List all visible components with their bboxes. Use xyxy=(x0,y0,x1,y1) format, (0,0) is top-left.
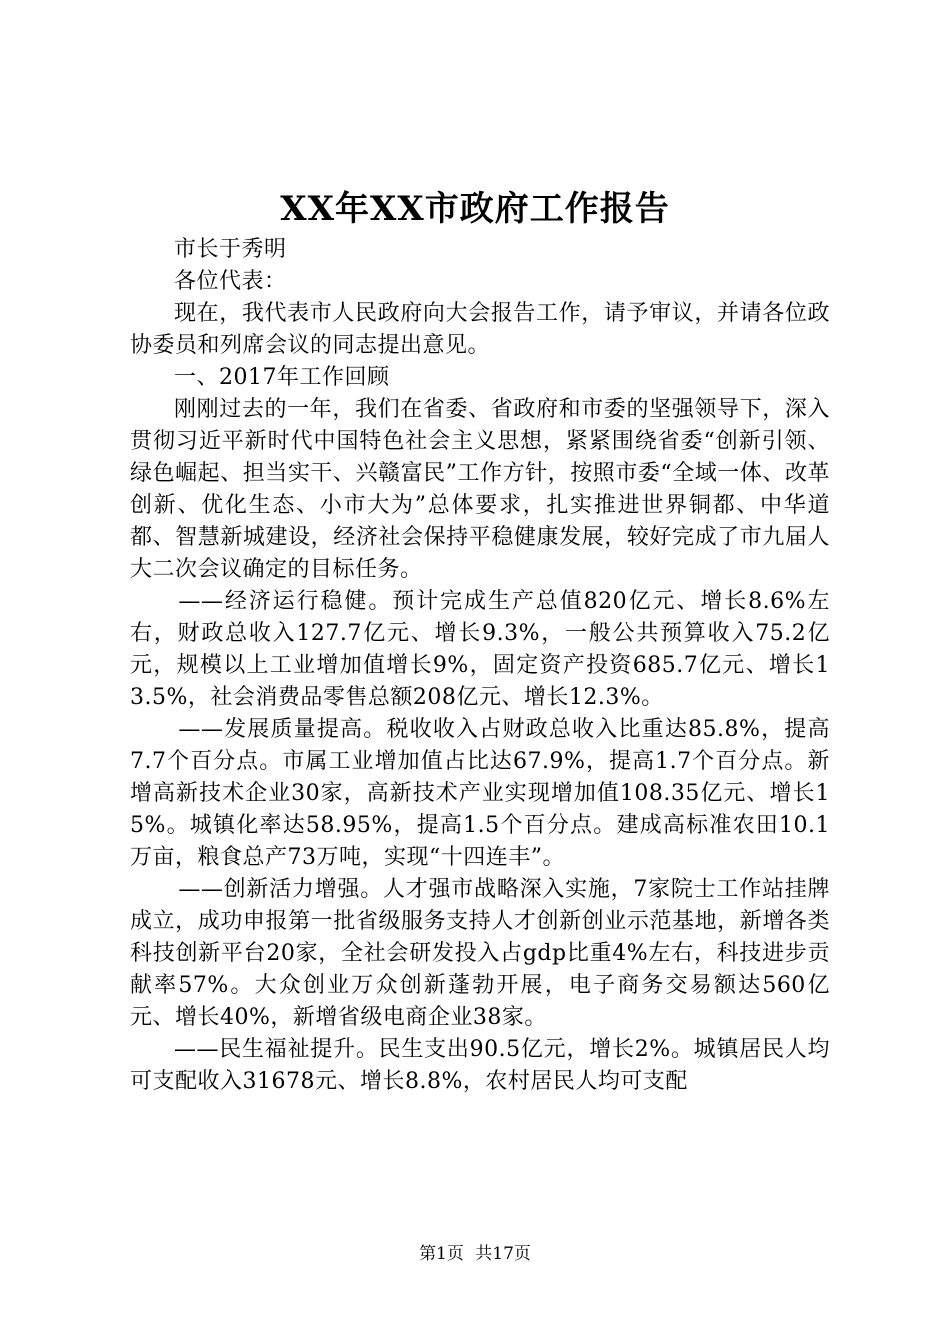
quality-paragraph: ——发展质量提高。税收收入占财政总收入比重达85.8%，提高7.7个百分点。市属工业增加值占比达67.9%，提高1.7个百分点。新增高新技术企业30家，高新技术产业实现增加值108.35亿元、增长15%。城镇化率达58.95%，提高1.5个百分点。建成高标准农田10.1万亩，粮食总产73万吨，实现“十四连丰”。 xyxy=(130,717,830,870)
livelihood-paragraph: ——民生福祉提升。民生支出90.5亿元，增长2%。城镇居民人均可支配收入31678元、增长8.8%，农村居民人均可支配 xyxy=(130,1037,830,1094)
review-paragraph: 刚刚过去的一年，我们在省委、省政府和市委的坚强领导下，深入贯彻习近平新时代中国特色社会主义思想，紧紧围绕省委“创新引领、绿色崛起、担当实干、兴赣富民”工作方针，按照市委“全域一体、改革创新、优化生态、小市大为”总体要求，扎实推进世界铜都、中华道都、智慧新城建设，经济社会保持平稳健康发展，较好完成了市九届人大二次会议确定的目标任务。 xyxy=(130,397,830,582)
author-line: 市长于秀明 xyxy=(174,237,287,262)
document-title: XX年XX市政府工作报告 xyxy=(280,189,670,229)
innovation-paragraph: ——创新活力增强。人才强市战略深入实施，7家院士工作站挂牌成立，成功申报第一批省级服务支持人才创新创业示范基地，新增各类科技创新平台20家，全社会研发投入占gdp比重4%左右，科技进步贡献率57%。大众创业万众创新蓬勃开展，电子商务交易额达560亿元、增长40%，新增省级电商企业38家。 xyxy=(130,877,830,1030)
economy-paragraph: ——经济运行稳健。预计完成生产总值820亿元、增长8.6%左右，财政总收入127.7亿元、增长9.3%，一般公共预算收入75.2亿元，规模以上工业增加值增长9%，固定资产投资685.7亿元、增长13.5%，社会消费品零售总额208亿元、增长12.3%。 xyxy=(130,589,830,710)
document-body xyxy=(130,234,830,1098)
section-heading: 一、2017年工作回顾 xyxy=(174,365,390,390)
page-number: 第1页 xyxy=(419,1244,464,1264)
salutation: 各位代表： xyxy=(174,269,287,294)
intro-paragraph: 现在，我代表市人民政府向大会报告工作，请予审议，并请各位政协委员和列席会议的同志提出意见。 xyxy=(130,301,830,358)
page-total: 共17页 xyxy=(475,1244,531,1264)
page-footer xyxy=(0,1242,950,1266)
